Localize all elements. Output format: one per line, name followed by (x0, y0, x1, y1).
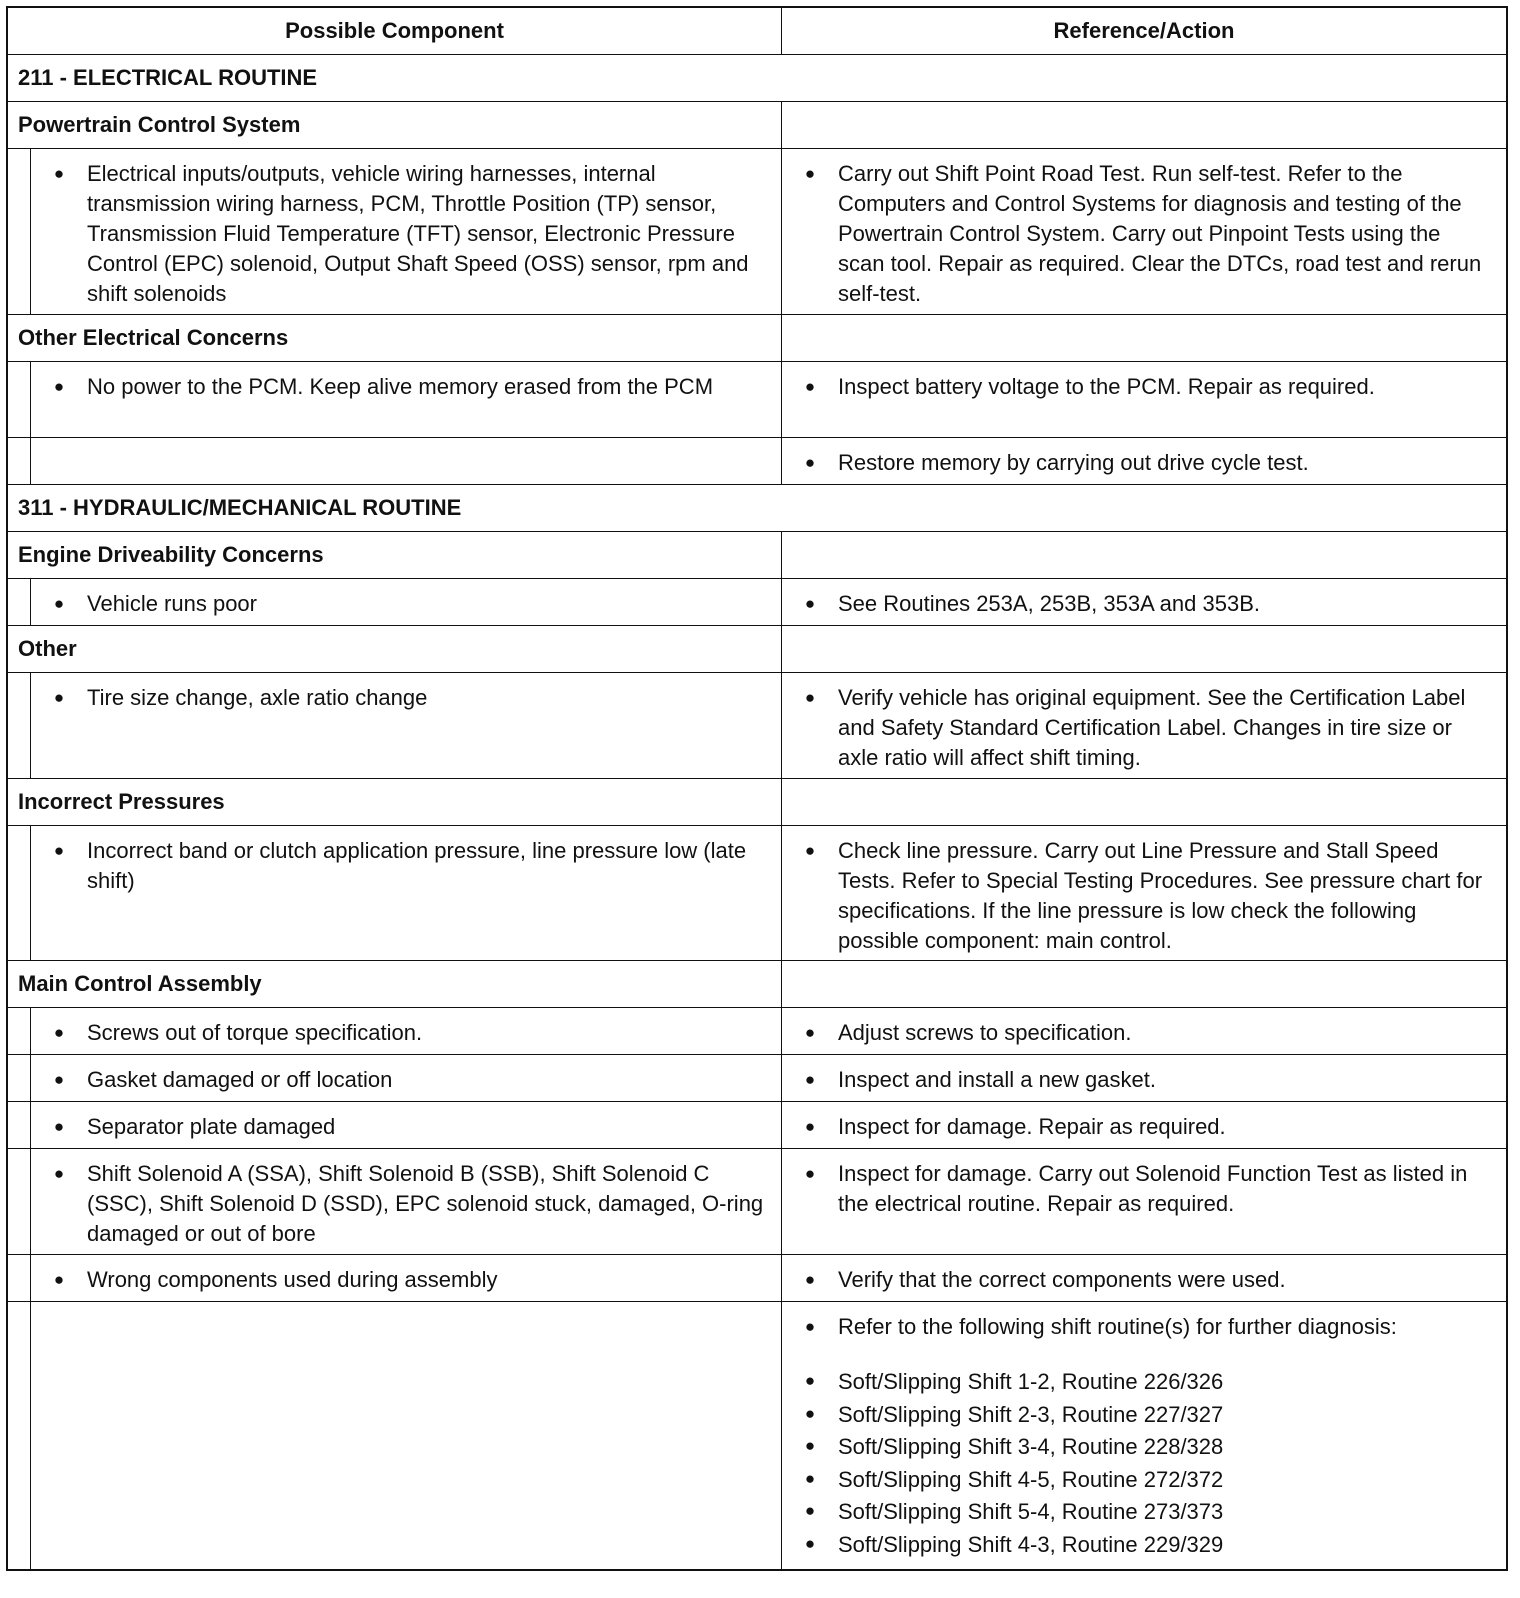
bullet-icon: ● (53, 164, 65, 183)
subsection-row (8, 101, 1506, 148)
action-text: Carry out Shift Point Road Test. Run self-test. Refer to the Computers and Control Systems for diagnosis and testing of the Powertrain Control System. Carry out Pinpoint Tests using the scan tool. Repair as required. Clear the DTCs, road test and rerun self-test. (838, 161, 1482, 306)
component-text: Shift Solenoid A (SSA), Shift Solenoid B (SSB), Shift Solenoid C (SSC), Shift Solenoid D (SSD), EPC solenoid stuck, damaged, O-ring damaged or out of bore (87, 1161, 764, 1246)
table-row (8, 1254, 1506, 1301)
subsection-row (8, 778, 1506, 825)
component-text: Gasket damaged or off location (87, 1067, 393, 1092)
bullet-icon: ● (804, 1164, 816, 1183)
action-text: Inspect for damage. Repair as required. (838, 1114, 1226, 1139)
subsection-row (8, 314, 1506, 361)
subsection-title: Main Control Assembly (8, 961, 782, 1007)
bullet-icon: ● (804, 1403, 816, 1423)
bullet-icon: ● (804, 1436, 816, 1455)
action-text: Verify that the correct components were used. (838, 1267, 1286, 1292)
bullet-icon: ● (53, 1270, 65, 1289)
header-possible-component: Possible Component (8, 8, 782, 54)
subsection-row (8, 531, 1506, 578)
list-item (782, 1366, 1492, 1399)
action-text: Inspect for damage. Carry out Solenoid Function Test as listed in the electrical routine. Repair as required. (838, 1161, 1468, 1216)
routine-text: Soft/Slipping Shift 3-4, Routine 228/328 (838, 1434, 1224, 1459)
component-text: Electrical inputs/outputs, vehicle wiring harnesses, internal transmission wiring harness, PCM, Throttle Position (TP) sensor, Transmission Fluid Temperature (TFT) sensor, Electronic Pressure Control (EPC) solenoid, Output Shaft Speed (OSS) sensor, rpm and shift solenoids (87, 161, 749, 306)
bullet-icon: ● (53, 1117, 65, 1136)
bullet-icon: ● (804, 1317, 816, 1336)
bullet-icon: ● (804, 1468, 816, 1488)
section-row (8, 54, 1506, 101)
bullet-icon: ● (53, 841, 65, 860)
section-row (8, 484, 1506, 531)
component-text: Separator plate damaged (87, 1114, 336, 1139)
bullet-icon: ● (804, 1117, 816, 1136)
table-row (8, 1301, 1506, 1569)
table-row (8, 1101, 1506, 1148)
table-row (8, 672, 1506, 778)
list-item (782, 1399, 1492, 1432)
table-row (8, 148, 1506, 314)
action-text: See Routines 253A, 253B, 353A and 353B. (838, 591, 1260, 616)
action-text: Inspect and install a new gasket. (838, 1067, 1156, 1092)
action-text: Inspect battery voltage to the PCM. Repair as required. (838, 374, 1375, 399)
bullet-icon: ● (804, 164, 816, 183)
routine-text: Soft/Slipping Shift 1-2, Routine 226/326 (838, 1369, 1224, 1394)
bullet-icon: ● (804, 688, 816, 707)
action-text: Restore memory by carrying out drive cycle test. (838, 450, 1309, 475)
routine-text: Soft/Slipping Shift 4-3, Routine 229/329 (838, 1531, 1224, 1557)
list-item (782, 1464, 1492, 1497)
component-text: Incorrect band or clutch application pressure, line pressure low (late shift) (87, 838, 747, 893)
bullet-icon: ● (804, 1070, 816, 1089)
action-text: Verify vehicle has original equipment. See the Certification Label and Safety Standard Certification Label. Changes in tire size or axle ratio will affect shift timing. (838, 685, 1466, 770)
section-title: 311 - HYDRAULIC/MECHANICAL ROUTINE (18, 495, 462, 520)
action-text: Refer to the following shift routine(s) for further diagnosis: (838, 1314, 1397, 1339)
list-item (782, 1496, 1492, 1529)
table-row (8, 1054, 1506, 1101)
bullet-icon: ● (804, 453, 816, 472)
routine-text: Soft/Slipping Shift 2-3, Routine 227/327 (838, 1401, 1224, 1427)
table-row (8, 437, 1506, 484)
bullet-icon: ● (804, 1533, 816, 1553)
bullet-icon: ● (804, 1270, 816, 1289)
table-header (8, 8, 1506, 54)
subsection-title: Other Electrical Concerns (8, 315, 782, 361)
bullet-icon: ● (53, 377, 65, 396)
subsection-row (8, 960, 1506, 1007)
section-title: 211 - ELECTRICAL ROUTINE (18, 65, 318, 90)
subsection-title: Powertrain Control System (8, 102, 782, 148)
bullet-icon: ● (53, 1164, 65, 1183)
bullet-icon: ● (804, 1023, 816, 1042)
component-text: Tire size change, axle ratio change (87, 685, 428, 710)
table-row (8, 1007, 1506, 1054)
bullet-icon: ● (53, 688, 65, 707)
header-reference-action: Reference/Action (1053, 18, 1235, 43)
table-row (8, 361, 1506, 437)
bullet-icon: ● (804, 841, 816, 860)
diagnosis-table (6, 6, 1508, 1571)
bullet-icon: ● (53, 594, 65, 613)
subsection-title: Engine Driveability Concerns (8, 532, 782, 578)
bullet-icon: ● (53, 1070, 65, 1089)
list-item (782, 1431, 1492, 1464)
bullet-icon: ● (804, 377, 816, 396)
component-text: Vehicle runs poor (87, 591, 257, 616)
subsection-title: Other (8, 626, 782, 672)
routine-text: Soft/Slipping Shift 4-5, Routine 272/372 (838, 1466, 1224, 1492)
routine-list (782, 1366, 1492, 1561)
subsection-title: Incorrect Pressures (8, 779, 782, 825)
table-row (8, 578, 1506, 625)
component-text: No power to the PCM. Keep alive memory erased from the PCM (87, 374, 714, 399)
action-text: Adjust screws to specification. (838, 1020, 1132, 1045)
component-text: Wrong components used during assembly (87, 1267, 498, 1292)
list-item (782, 1529, 1492, 1562)
table-row (8, 825, 1506, 960)
table-row (8, 1148, 1506, 1254)
bullet-icon: ● (804, 594, 816, 613)
bullet-icon: ● (53, 1023, 65, 1042)
subsection-row (8, 625, 1506, 672)
action-text: Check line pressure. Carry out Line Pressure and Stall Speed Tests. Refer to Special Testing Procedures. See pressure chart for specifications. If the line pressure is low check the following possible component: main control. (838, 838, 1483, 953)
bullet-icon: ● (804, 1371, 816, 1390)
routine-text: Soft/Slipping Shift 5-4, Routine 273/373 (838, 1499, 1224, 1524)
bullet-icon: ● (804, 1501, 816, 1520)
component-text: Screws out of torque specification. (87, 1020, 423, 1045)
